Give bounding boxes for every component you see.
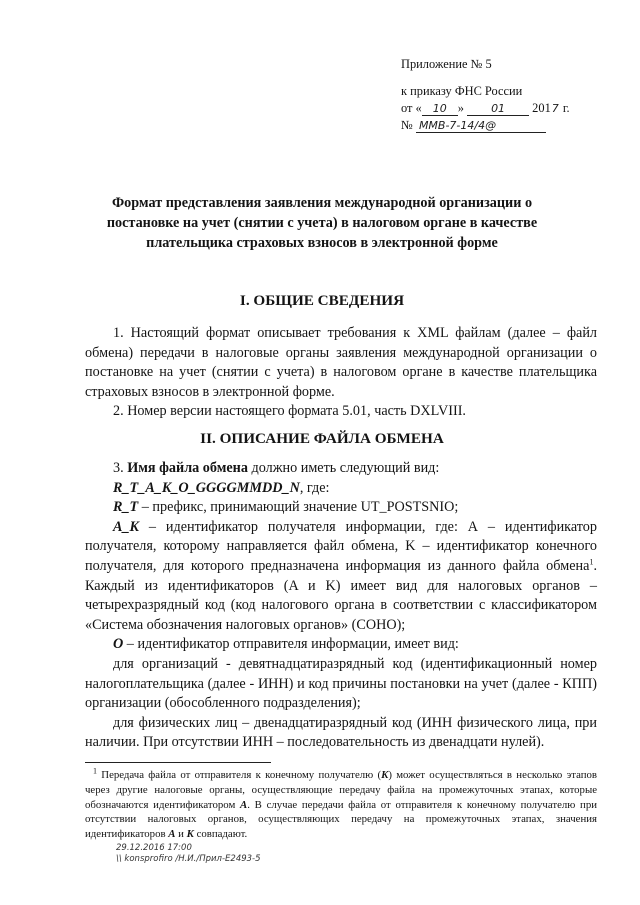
footnote-t1: Передача файла от отправителя к конечному получателю ( — [97, 769, 382, 781]
order-number — [401, 117, 601, 134]
rt-definition — [85, 498, 597, 518]
p3-rest: должно иметь следующий вид: — [247, 460, 440, 476]
pattern-tail: , где: — [299, 479, 330, 496]
ak-def: – идентификатор получателя информации, где: А – идентификатор получателя, которому направляется файл обмена, K – идентификатор конечного получателя, для которого предназначена информация из данного файла обмена — [85, 518, 597, 574]
section-1-body — [85, 324, 597, 422]
date-year-suffix: г. — [559, 101, 570, 115]
section-1-heading: I. ОБЩИЕ СВЕДЕНИЯ — [239, 292, 405, 309]
ak-def-2: . Каждый из идентификаторов (A и K) имеет вид для налоговых органов – четырехразрядный код (код налогового органа в соответствии с классификатором «Система обозначения налоговых органов» (СОНО); — [85, 557, 597, 633]
rt-def: – префикс, принимающий значение UT_POSTSNIO; — [138, 499, 459, 516]
date-year-pre: 201 — [532, 101, 551, 115]
footnote-a2: A — [168, 828, 176, 841]
stamp-path: \\ konsprofiro /Н.И./Прил-Е2493-5 — [116, 854, 261, 864]
footnote-a1: A — [240, 798, 248, 811]
footnote-divider — [85, 762, 271, 763]
stamp-datetime: 29.12.2016 17:00 — [116, 843, 192, 853]
footnote-ref: 1 — [589, 557, 594, 567]
paragraph-3 — [85, 459, 597, 479]
number-prefix: № — [401, 118, 413, 132]
paragraph-1: 1. Настоящий формат описывает требования к XML файлам (далее – файл обмена) передачи в налоговые органы заявления международной организации о постановке на учет (снятии с учета) в налоговом органе в качестве плательщика страховых взносов в электронной форме. — [85, 325, 597, 400]
order-line: к приказу ФНС России — [401, 84, 523, 98]
footnote-k2: K — [186, 828, 194, 841]
ak-definition — [85, 518, 597, 636]
footnote-t3: . В случае передачи файла от отправителя к конечному получателю при отсутствии налоговых органов, осуществляющих передачу на промежуточных этапах, значения идентификаторов — [85, 798, 598, 841]
date-month-handwritten: 01 — [467, 102, 529, 116]
date-day-handwritten: 10 — [422, 102, 458, 116]
paragraph-2: 2. Номер версии настоящего формата 5.01, часть DXLVIII. — [113, 403, 466, 420]
appendix-header — [401, 56, 601, 134]
file-name-pattern-line — [85, 479, 597, 499]
section-2-body — [85, 459, 597, 753]
ak-term: A_K — [113, 518, 140, 535]
o-def: – идентификатор отправителя информации, имеет вид: — [123, 636, 459, 653]
o-term: O — [113, 636, 124, 653]
date-prefix: от « — [401, 101, 422, 115]
rt-term: R_T — [113, 499, 139, 516]
org-definition: для организаций - девятнадцатиразрядный код (идентификационный номер налогоплательщика (далее - ИНН) и код причины постановки на учет (далее - КПП) организации (обособленного подразделения); — [85, 655, 597, 712]
footnote — [85, 768, 597, 842]
p3-bold: Имя файла обмена — [127, 460, 248, 476]
o-definition — [85, 635, 597, 655]
footnote-k1: K — [381, 769, 389, 781]
print-stamp — [116, 843, 261, 865]
section-2-heading: II. ОПИСАНИЕ ФАЙЛА ОБМЕНА — [200, 430, 444, 447]
footnote-t2: ) может осуществляться в несколько этапов через другие налоговые органы, осуществляющие передачу файла на промежуточных этапах, которые обозначаются идентификатором — [85, 769, 597, 811]
footnote-t5: совпадают. — [193, 828, 248, 841]
file-name-pattern: R_T_A_K_O_GGGGMMDD_N — [113, 479, 300, 496]
footnote-mark: 1 — [93, 766, 97, 776]
appendix-number: Приложение № 5 — [401, 57, 492, 71]
footnote-text — [85, 768, 597, 842]
document-title: Формат представления заявления международной организации о постановке на учет (снятии с учета) в налоговом органе в качестве плательщика страховых взносов в электронной форме — [106, 195, 538, 251]
date-mid: » — [457, 101, 464, 115]
p3-num: 3. — [113, 460, 128, 476]
order-number-handwritten: ММВ-7-14/4@ — [416, 119, 546, 133]
footnote-t4: и — [175, 828, 187, 841]
date-year-digit-handwritten: 7 — [551, 102, 559, 115]
order-date — [401, 100, 601, 117]
phys-definition: для физических лиц – двенадцатиразрядный код (ИНН физического лица, при наличии. При отсутствии ИНН – последовательность из двенадцати нулей). — [85, 714, 597, 751]
